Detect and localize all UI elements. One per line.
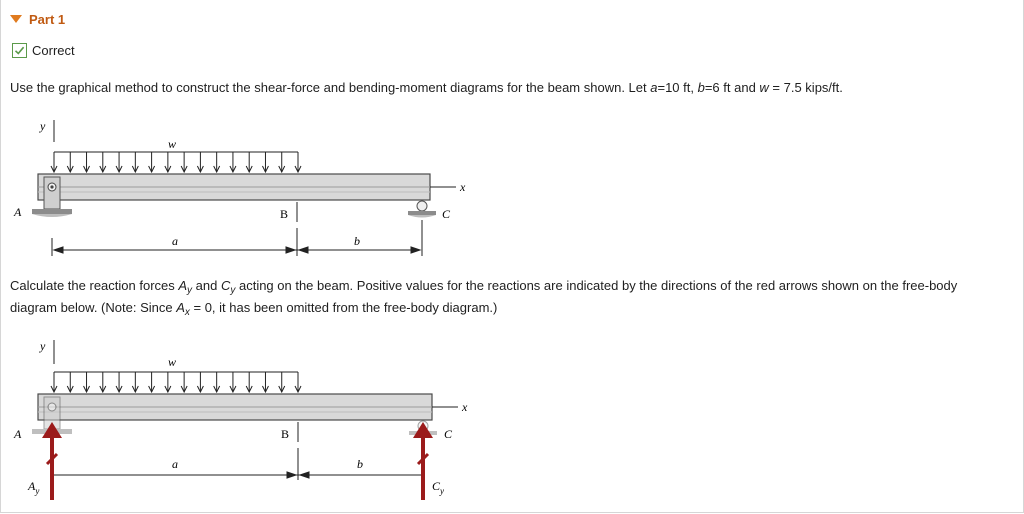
C-label: C	[442, 207, 451, 221]
reaction-prompt	[10, 277, 1000, 321]
caret-down-icon[interactable]	[10, 15, 22, 23]
b-dimension-label: b	[354, 234, 360, 248]
problem-statement	[10, 79, 1010, 96]
A-label: A	[14, 427, 22, 441]
reaction-pre: Calculate the reaction forces	[10, 278, 179, 293]
a-dimension-label: a	[172, 457, 178, 471]
status-label: Correct	[32, 43, 75, 58]
Ax-base: A	[176, 300, 185, 315]
free-body-diagram	[0, 330, 520, 514]
reaction-arrow-Cy	[413, 422, 433, 500]
reaction-arrow-Ay	[42, 422, 62, 500]
beam-figure	[0, 110, 520, 270]
Ay-label: $A_y$	[28, 479, 40, 496]
part-toggle[interactable]	[10, 11, 65, 27]
Cy-base: C	[220, 278, 231, 293]
a-symbol: a	[650, 80, 658, 95]
b-symbol: b	[697, 80, 705, 95]
b-value: =6 ft and	[704, 80, 760, 95]
Cy-label: $C_y$	[432, 479, 445, 496]
Ay-sub: y	[187, 285, 193, 296]
x-axis-label: x	[462, 400, 468, 414]
Ax-sub: x	[184, 307, 190, 318]
a-dimension-label: a	[172, 234, 178, 248]
w-label: w	[168, 137, 177, 151]
distributed-load	[51, 152, 301, 172]
dimension-lines	[52, 220, 422, 256]
w-symbol: w	[759, 80, 769, 95]
part-title: Part 1	[29, 11, 66, 27]
roller-support-C	[408, 201, 436, 218]
Cy-sub: y	[230, 285, 236, 296]
status-correct	[12, 43, 75, 58]
y-axis-label: y	[40, 119, 46, 133]
checkmark-icon	[12, 43, 27, 58]
w-label: w	[168, 355, 177, 369]
and-text: and	[192, 278, 221, 293]
reaction-mid: acting on the beam. Positive values for the reactions are indicated by the directions of the red arrows shown on the free-body diagram below. (Note: Since	[10, 278, 958, 315]
dimension-lines	[54, 448, 421, 480]
b-dimension-label: b	[357, 457, 363, 471]
x-axis-label: x	[460, 180, 466, 194]
problem-intro: Use the graphical method to construct the shear-force and bending-moment diagrams for the beam shown. Let	[10, 80, 651, 95]
C-label: C	[444, 427, 453, 441]
y-axis-label: y	[40, 339, 46, 353]
Ay-base: A	[178, 278, 188, 293]
distributed-load	[51, 372, 301, 392]
B-label: B	[281, 427, 290, 441]
B-label: B	[280, 207, 289, 221]
reaction-end: = 0, it has been omitted from the free-body diagram.)	[189, 300, 498, 315]
a-value: =10 ft,	[657, 80, 698, 95]
w-value: = 7.5 kips/ft.	[768, 80, 843, 95]
A-label: A	[14, 205, 22, 219]
